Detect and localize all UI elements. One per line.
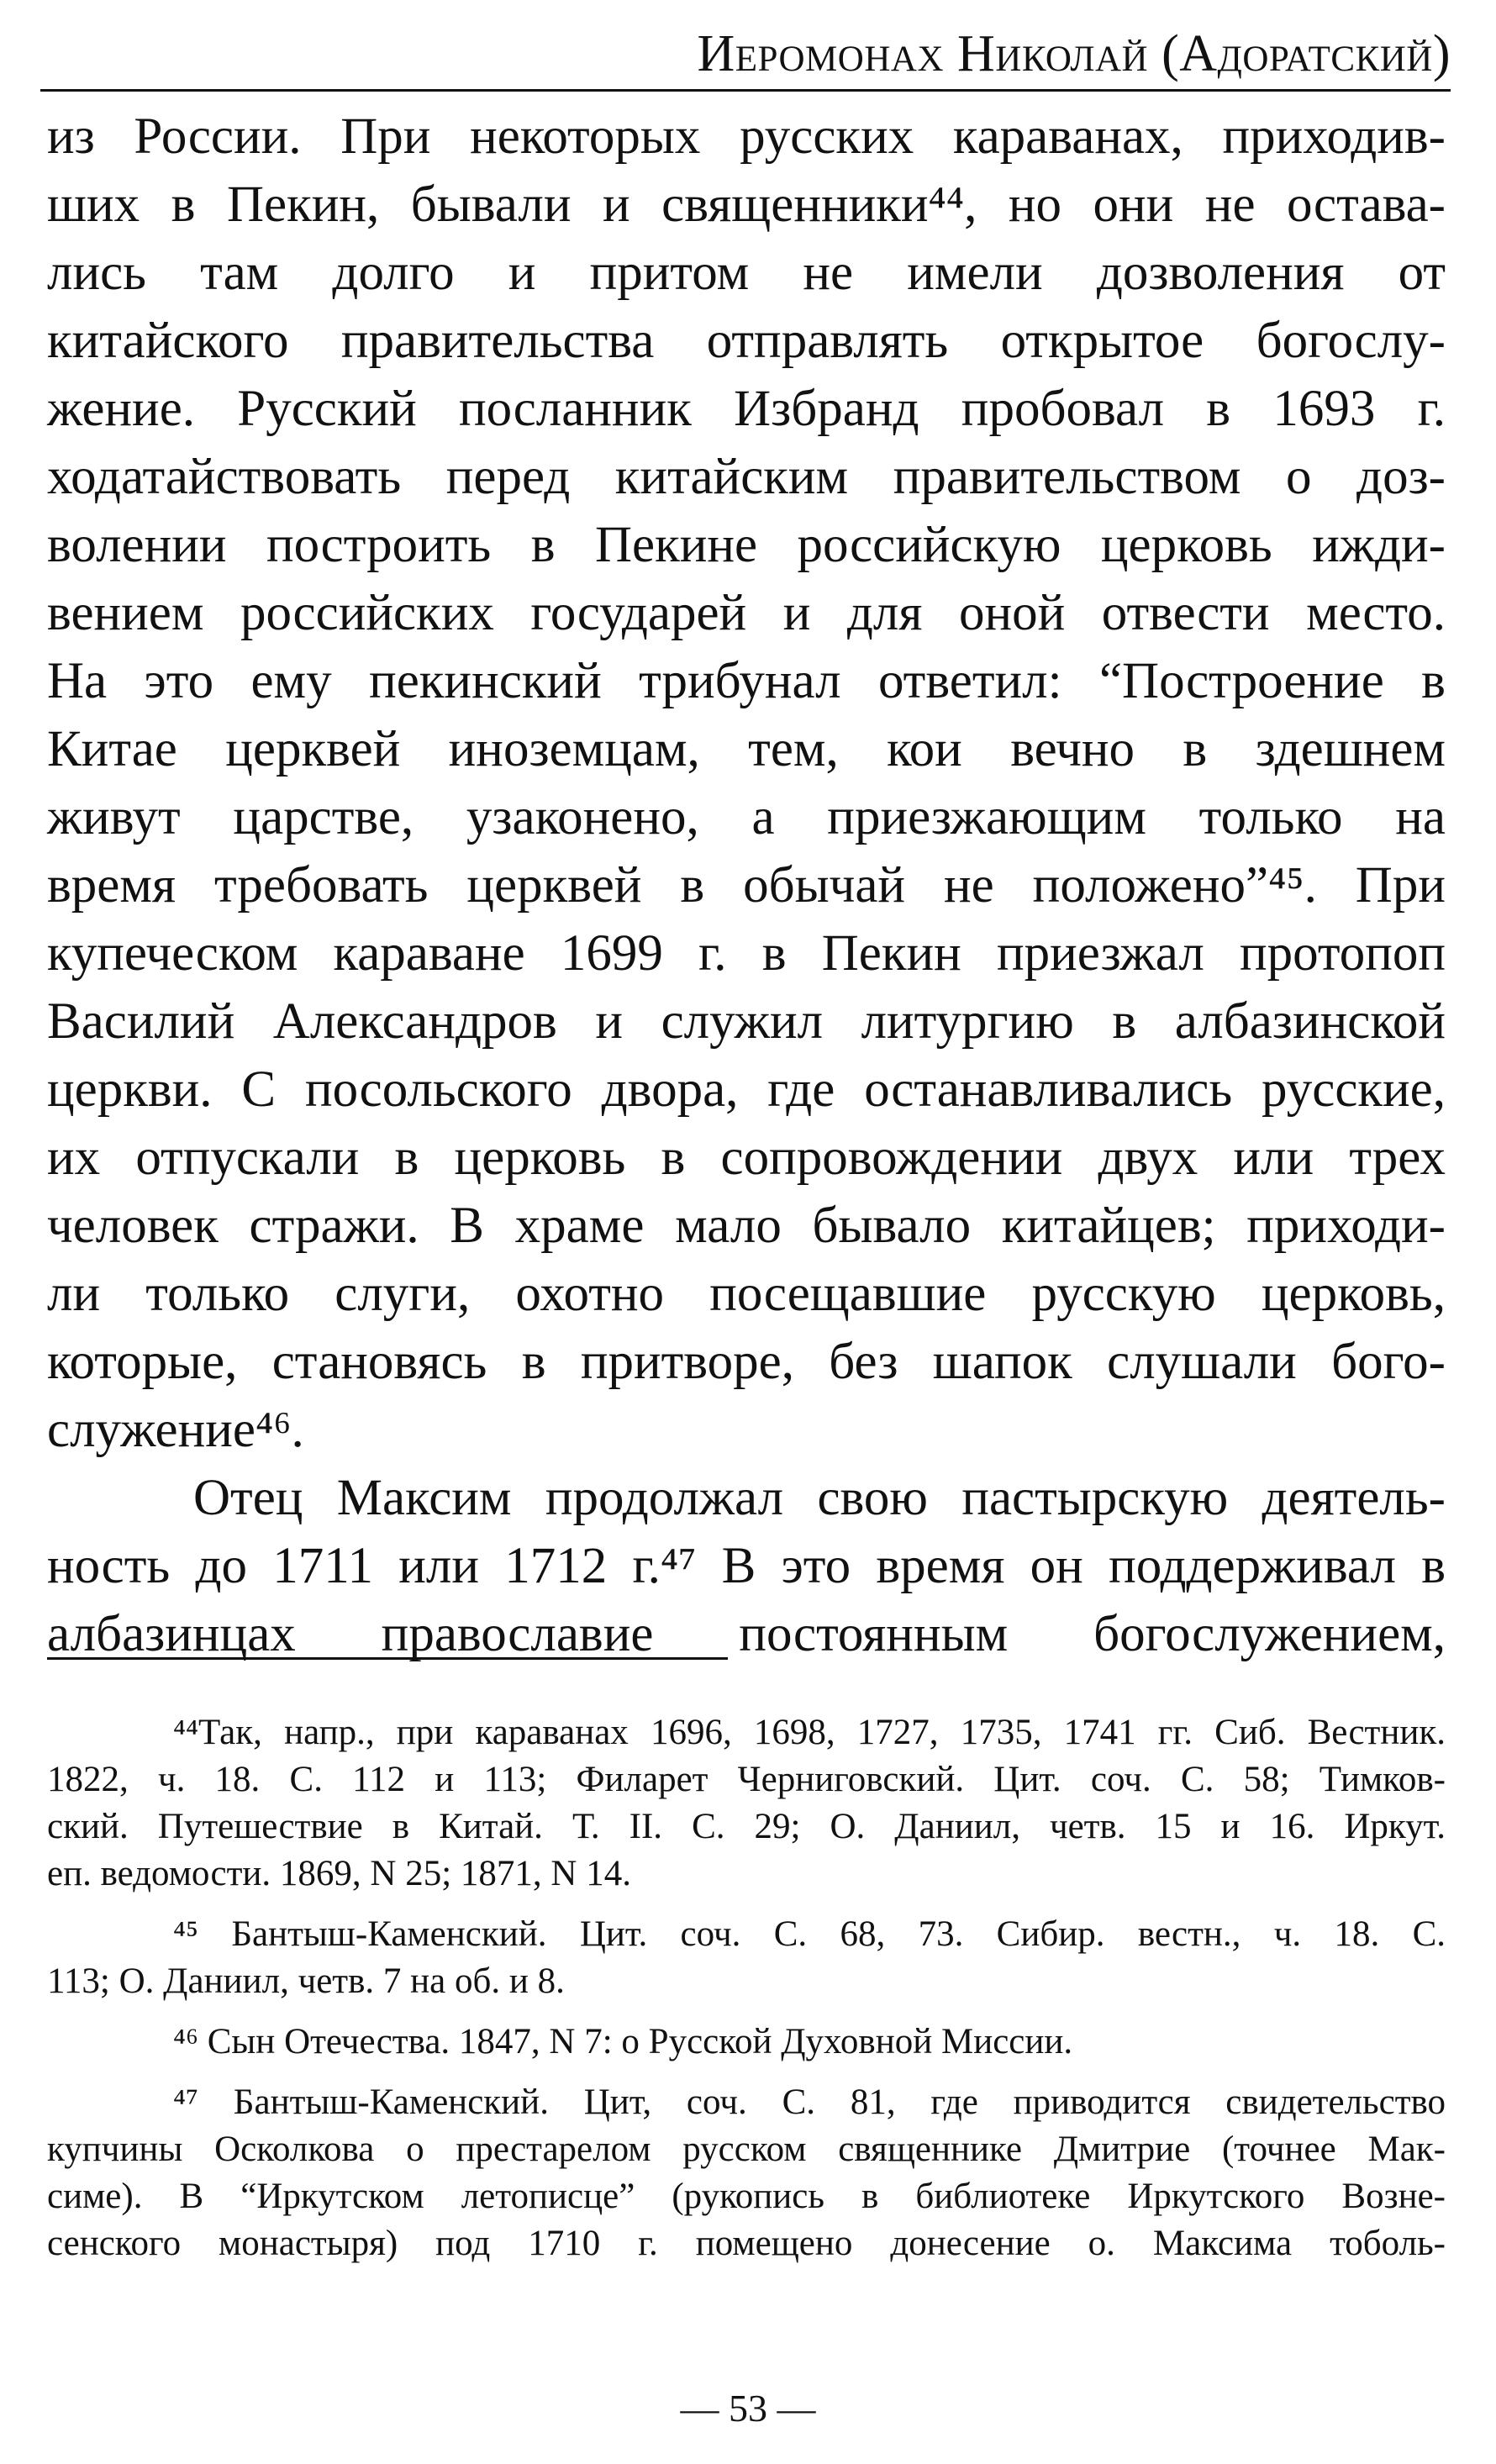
footnote-line: ⁴⁶ Сын Отечества. 1847, N 7: о Русской Духовной Миссии.: [173, 2022, 1073, 2061]
text-line: вением российских государей и для оной отвести место.: [47, 585, 1446, 641]
page-number: — 53 —: [680, 2387, 816, 2430]
text-line: ших в Пекин, бывали и священники⁴⁴, но они не остава-: [47, 176, 1446, 233]
text-line: ность до 1711 или 1712 г.⁴⁷ В это время он поддерживал в: [47, 1538, 1446, 1594]
text-line: Василий Александров и служил литургию в албазинской: [47, 993, 1446, 1050]
text-line: время требовать церквей в обычай не положено”⁴⁵. При: [47, 857, 1446, 913]
running-header: Иеромонах Николай (Адоратский): [40, 18, 1451, 92]
footnote-45: [47, 1911, 1446, 2005]
text-line: Китае церквей иноземцам, тем, кои вечно в здешнем: [47, 721, 1446, 777]
text-line: их отпускали в церковь в сопровождении двух или трех: [47, 1129, 1446, 1186]
text-line: китайского правительства отправлять открытое богослу-: [47, 313, 1446, 369]
footnote-line: симе). В “Иркутском летописце” (рукопись в библиотеке Иркутского Возне-: [47, 2177, 1446, 2216]
text-line: которые, становясь в притворе, без шапок слушали бого-: [47, 1334, 1446, 1390]
footnote-line: ский. Путешествие в Китай. Т. II. С. 29; О. Даниил, четв. 15 и 16. Иркут.: [47, 1807, 1446, 1846]
footnote-line: ⁴⁴Так, напр., при караванах 1696, 1698, 1727, 1735, 1741 гг. Сиб. Вестник.: [173, 1713, 1446, 1752]
text-line: живут царстве, узаконено, а приезжающим только на: [47, 789, 1446, 845]
text-line: албазинцах православие постоянным богослужением,: [47, 1606, 1446, 1662]
main-text: [47, 103, 1446, 1668]
text-line: из России. При некоторых русских караванах, приходив-: [47, 108, 1446, 165]
footnotes: [47, 1709, 1446, 2281]
text-line: церкви. С посольского двора, где останавливались русские,: [47, 1061, 1446, 1118]
text-line: волении построить в Пекине российскую церковь ижди-: [47, 517, 1446, 573]
text-line: купеческом караване 1699 г. в Пекин приезжал протопоп: [47, 925, 1446, 982]
footnote-line: 1822, ч. 18. С. 112 и 113; Филарет Черниговский. Цит. соч. С. 58; Тимков-: [47, 1760, 1446, 1799]
footnote-line: ⁴⁷ Бантыш-Каменский. Цит, соч. С. 81, где приводится свидетельство: [173, 2082, 1446, 2122]
text-line: лись там долго и притом не имели дозволения от: [47, 245, 1446, 301]
footnote-line: сенского монастыря) под 1710 г. помещено донесение о. Максима тоболь-: [47, 2224, 1446, 2263]
text-line: ли только слуги, охотно посещавшие русскую церковь,: [47, 1266, 1446, 1322]
text-line: человек стражи. В храме мало бывало китайцев; приходи-: [47, 1198, 1446, 1254]
text-line: служение⁴⁶.: [47, 1402, 304, 1458]
footnote-separator: [47, 1657, 728, 1660]
footnote-44: [47, 1709, 1446, 1898]
footnote-line: купчины Осколкова о престарелом русском священнике Дмитрие (точнее Мак-: [47, 2130, 1446, 2169]
text-line: Отец Максим продолжал свою пастырскую деятель-: [193, 1470, 1446, 1526]
footnote-47: [47, 2079, 1446, 2267]
text-line: ходатайствовать перед китайским правительством о доз-: [47, 449, 1446, 505]
footnote-line: еп. ведомости. 1869, N 25; 1871, N 14.: [47, 1854, 631, 1893]
text-line: На это ему пекинский трибунал ответил: “Построение в: [47, 653, 1446, 709]
footnote-46: [47, 2019, 1446, 2066]
footnote-line: ⁴⁵ Бантыш-Каменский. Цит. соч. С. 68, 73. Сибир. вестн., ч. 18. С.: [173, 1914, 1446, 1954]
footnote-line: 113; О. Даниил, четв. 7 на об. и 8.: [47, 1961, 565, 2001]
text-line: жение. Русский посланник Избранд пробовал в 1693 г.: [47, 381, 1446, 437]
